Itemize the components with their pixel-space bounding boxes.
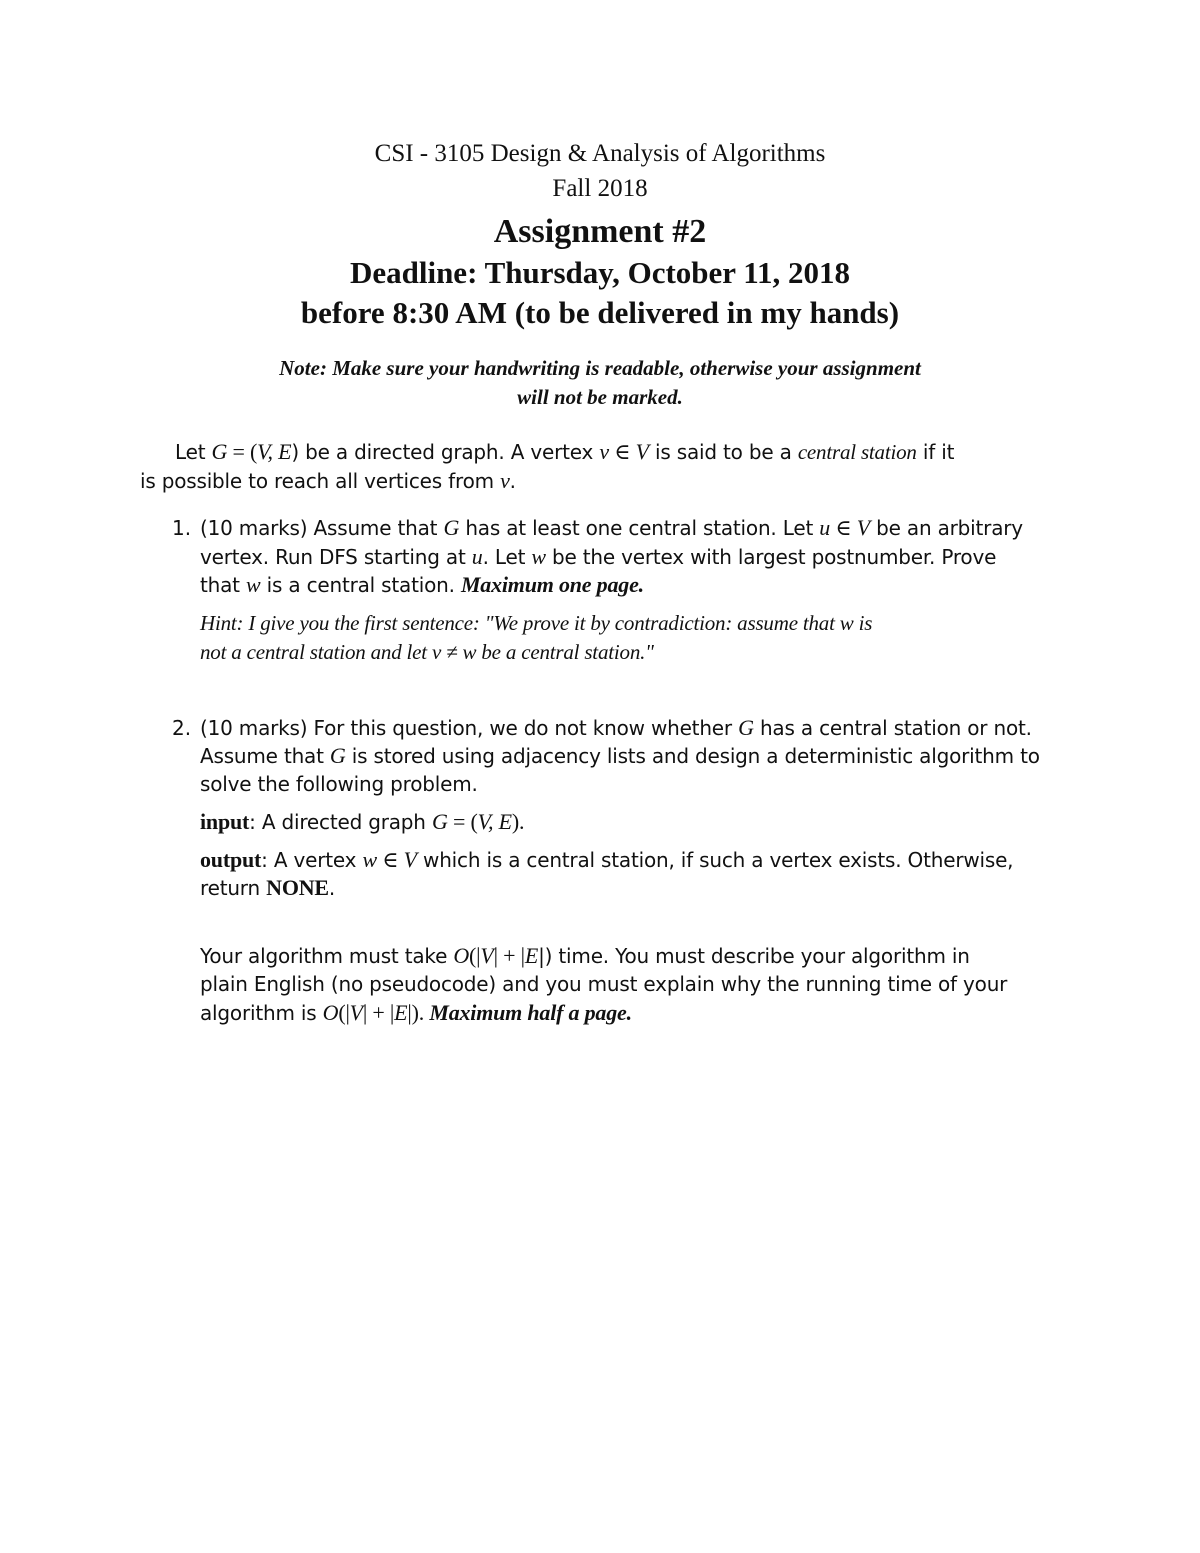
- text-run: . Let: [482, 545, 532, 569]
- math: w: [531, 544, 546, 569]
- course-title: CSI - 3105 Design & Analysis of Algorithms: [374, 140, 826, 167]
- q2-output-line-2: [200, 874, 335, 902]
- note-line-1: Note: Make sure your handwriting is readable, otherwise your assignment: [279, 356, 921, 380]
- math: = (: [447, 809, 478, 834]
- math: G: [431, 809, 448, 834]
- text-run: ) be a directed graph. A vertex: [291, 440, 600, 464]
- text-run: has at least one central station. Let: [459, 516, 820, 540]
- math: V: [349, 1000, 363, 1025]
- term: Fall 2018: [552, 175, 648, 202]
- text-run: if it: [916, 440, 955, 464]
- math: V, E: [477, 809, 512, 834]
- text-run: be an arbitrary: [870, 516, 1023, 540]
- math: v: [500, 468, 510, 493]
- intro-line-1: [175, 438, 954, 466]
- math: | + |: [362, 1000, 395, 1025]
- text-run: : A directed graph: [249, 810, 432, 834]
- math: = (: [227, 439, 258, 464]
- text-run: which is a central station, if such a vertex exists. Otherwise,: [416, 848, 1014, 872]
- input-label: input: [200, 809, 250, 834]
- text-run: is possible to reach all vertices from: [140, 469, 501, 493]
- math: E: [524, 943, 539, 968]
- math: ∈: [608, 439, 636, 464]
- text-run: is said to be a: [648, 440, 798, 464]
- math: w: [362, 847, 377, 872]
- math: w: [245, 572, 261, 597]
- math: G: [443, 515, 460, 540]
- text-run: algorithm is: [200, 1001, 323, 1025]
- text-run: Assume that: [200, 744, 330, 768]
- text-run: |) time. You must describe your algorithm in: [538, 944, 970, 968]
- q1-line-1: [200, 514, 1023, 542]
- q1-line-2: [200, 543, 996, 571]
- text-run: : A vertex: [261, 848, 363, 872]
- text-run: is stored using adjacency lists and design a deterministic algorithm to: [345, 744, 1040, 768]
- text-run: is a central station.: [260, 573, 461, 597]
- math: ∈: [830, 515, 857, 540]
- q2-output-line-1: [200, 846, 1013, 874]
- math: V: [480, 943, 494, 968]
- text-run: Your algorithm must take: [200, 944, 454, 968]
- q2-line-3: solve the following problem.: [200, 772, 478, 796]
- deadline: Deadline: Thursday, October 11, 2018: [349, 255, 851, 290]
- question-1-number: 1.: [172, 516, 192, 540]
- math: V, E: [257, 439, 292, 464]
- q2-requirement-line-2: plain English (no pseudocode) and you must explain why the running time of your: [200, 972, 1008, 996]
- math: G: [211, 439, 228, 464]
- q2-line-1: [200, 714, 1032, 742]
- math: V: [635, 439, 649, 464]
- delivery-instructions: before 8:30 AM (to be delivered in my hands): [300, 295, 900, 330]
- math: (|: [338, 1000, 350, 1025]
- math: u: [819, 515, 831, 540]
- text-run: vertex. Run DFS starting at: [200, 545, 472, 569]
- math: V: [856, 515, 870, 540]
- assignment-title: Assignment #2: [493, 213, 707, 250]
- math: | + |: [493, 943, 525, 968]
- math: (|: [469, 943, 481, 968]
- q1-line-3: [200, 571, 644, 599]
- math: ∈: [376, 847, 404, 872]
- output-label: output: [200, 847, 262, 872]
- note-line-2: will not be marked.: [517, 385, 683, 409]
- length-limit: Maximum one page.: [460, 572, 644, 597]
- text-run: be the vertex with largest postnumber. Prove: [545, 545, 997, 569]
- q1-hint-line-2: not a central station and let v ≠ w be a central station.": [200, 640, 654, 664]
- text-run: return: [200, 876, 267, 900]
- q2-input-line: [200, 808, 524, 836]
- q2-requirement-line-3: [200, 999, 632, 1027]
- q2-requirement-line-1: [200, 942, 970, 970]
- q2-line-2: [200, 742, 1040, 770]
- math: u: [471, 544, 483, 569]
- math: ).: [511, 809, 525, 834]
- none-keyword: NONE: [266, 875, 329, 900]
- text-run: .: [328, 876, 336, 900]
- text-run: Let: [175, 440, 212, 464]
- math: O: [322, 1000, 339, 1025]
- text-run: (10 marks) For this question, we do not know whether: [200, 716, 739, 740]
- math: G: [738, 715, 754, 740]
- text-run: .: [509, 469, 516, 493]
- math: v: [599, 439, 609, 464]
- emphasis: central station: [797, 440, 917, 464]
- math: G: [329, 743, 346, 768]
- math: E: [394, 1000, 408, 1025]
- length-limit: Maximum half a page.: [429, 1000, 632, 1025]
- intro-line-2: [140, 467, 516, 495]
- text-run: that: [200, 573, 246, 597]
- math: O: [453, 943, 470, 968]
- text-run: (10 marks) Assume that: [200, 516, 444, 540]
- text-run: has a central station or not.: [753, 716, 1032, 740]
- q1-hint-line-1: Hint: I give you the first sentence: "We prove it by contradiction: assume that w is: [200, 611, 873, 635]
- math: |).: [407, 1000, 430, 1025]
- question-2-number: 2.: [172, 716, 192, 740]
- math: V: [403, 847, 417, 872]
